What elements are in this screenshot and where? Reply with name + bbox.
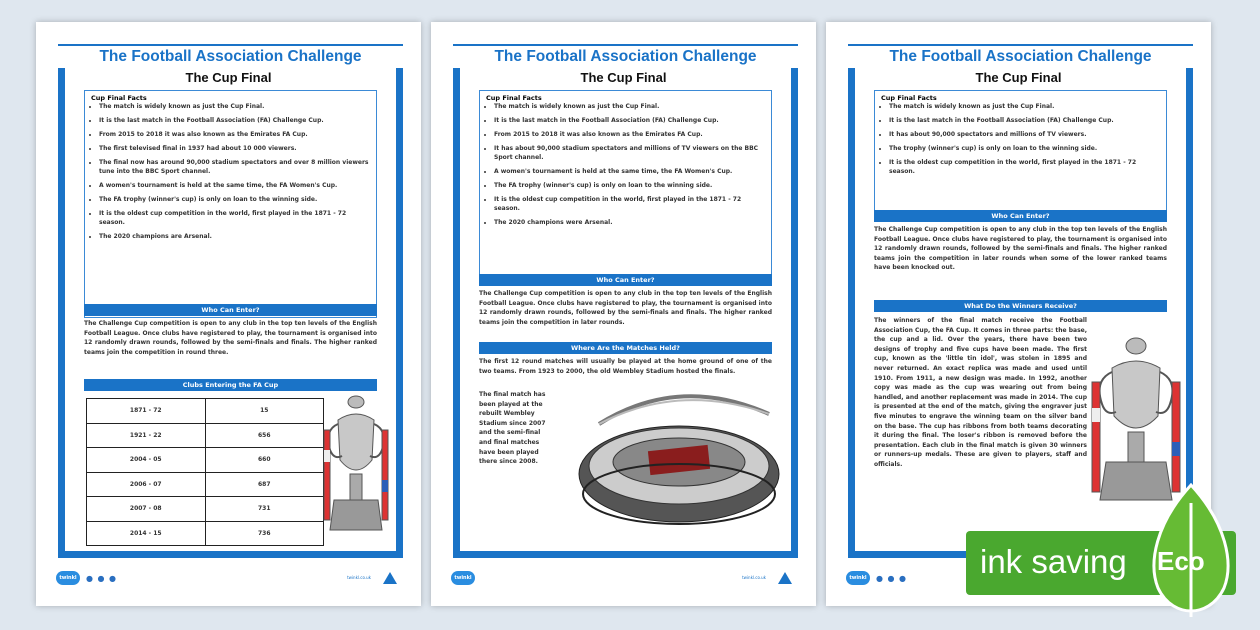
list-item: • From 2015 to 2018 it was also known as the Emirates FA Cup. [494,131,765,140]
list-item: • The FA trophy (winner's cup) is only on loan to the winning side. [494,182,765,191]
table-cell: 736 [205,521,324,546]
table-cell: 656 [205,423,324,448]
facts-list [91,103,370,242]
worksheet-page-2 [431,22,816,606]
page-subtitle: The Cup Final [185,70,272,85]
list-item: • The 2020 champions were Arsenal. [494,219,765,228]
list-item: • The 2020 champions are Arsenal. [99,233,370,242]
page-title: The Football Association Challenge [58,46,403,68]
table-row [87,399,324,424]
receive-text: The winners of the final match receive the Football Association Cup, the FA Cup. It comes in three parts: the base, the cup and a lid. Over the years, there have been two designs of trophy and five cups have been made. The first cup, known as the 'little tin idol', was stolen in 1895 and never returned. An exact replica was made and used until 1910. From 1911, a new design was made. In 1992, another copy was made as the cup was wearing out from being handled, and another replacement was made in 2014. The cup is presented at the end of the match, giving the engraver just five minutes to engrave the winning team on the silver band on the base. The cup has ribbons from both teams decorating it during the final. The loser's ribbon is removed before the presentation. Each club in the final match is given 30 winners or runners-up medals. These are given to players, staff and officials. [874,317,1087,468]
clubs-heading: Clubs Entering the FA Cup [84,379,377,391]
list-item: • The final now has around 90,000 stadium spectators and over 8 million viewers tune into the BBC Sport channel. [99,159,370,176]
list-item: • It is the oldest cup competition in the world, first played in the 1871 - 72 season. [889,159,1160,176]
wembley-text: The final match has been played at the rebuilt Wembley Stadium since 2007 and the semi-final and final matches have been played there since 2008. [479,391,546,466]
facts-box [874,90,1167,222]
table-cell: 1871 - 72 [87,399,206,424]
table-row [87,472,324,497]
list-item: • From 2015 to 2018 it was also known as the Emirates FA Cup. [99,131,370,140]
facts-box [84,90,377,318]
list-item: • A women's tournament is held at the same time, the FA Women's Cup. [494,168,765,177]
list-item: • It is the last match in the Football Association (FA) Challenge Cup. [99,117,370,126]
ink-saving-label: ink saving [980,543,1127,580]
where-heading: Where Are the Matches Held? [479,342,772,354]
table-row [87,521,324,546]
table-cell: 687 [205,472,324,497]
table-row [87,497,324,522]
page-subtitle: The Cup Final [975,70,1062,85]
eco-badge-label: Eco [1157,546,1205,576]
list-item: • A women's tournament is held at the same time, the FA Women's Cup. [99,182,370,191]
table-cell: 2004 - 05 [87,448,206,473]
worksheet-page-1 [36,22,421,606]
facts-title: Cup Final Facts [486,94,542,102]
footer-url: twinkl.co.uk [347,575,371,580]
badge-icon [381,570,399,586]
list-item: • It is the oldest cup competition in the world, first played in the 1871 - 72 season. [99,210,370,227]
who-text: The Challenge Cup competition is open to any club in the top ten levels of the English Football League. Once clubs have registered to play, the tournament is organised into 12 randomly drawn rounds, followed by the semi-finals and finals. The higher ranked teams join the competition in later rounds when some of the lower ranked teams have been knocked out. [874,226,1167,272]
who-text: The Challenge Cup competition is open to any club in the top ten levels of the English Football League. Once clubs have registered to play, the tournament is organised into 12 randomly drawn rounds, followed by the semi-finals and finals. The higher ranked teams join the competition in later rounds. [479,290,772,326]
where-text: The first 12 round matches will usually be played at the home ground of one of the two teams. From 1923 to 2000, the old Wembley Stadium hosted the finals. [479,358,772,375]
facts-title: Cup Final Facts [881,94,937,102]
table-cell: 2006 - 07 [87,472,206,497]
list-item: • It has about 90,000 stadium spectators and millions of TV viewers on the BBC Sport channel. [494,145,765,162]
table-cell: 2014 - 15 [87,521,206,546]
list-item: • It is the last match in the Football Association (FA) Challenge Cup. [889,117,1160,126]
who-heading: Who Can Enter? [479,274,772,286]
facts-box [479,90,772,286]
list-item: • It has about 90,000 spectators and millions of TV viewers. [889,131,1160,140]
who-text: The Challenge Cup competition is open to any club in the top ten levels of the English Football League. Once clubs have registered to play, the tournament is organised into 12 randomly drawn rounds, followed by the semi-finals and finals. The higher ranked teams join the competition in round three. [84,320,377,356]
page-subtitle: The Cup Final [580,70,667,85]
wembley-stadium-icon [569,384,791,534]
page-title: The Football Association Challenge [453,46,798,68]
page-footer [451,570,796,588]
table-row [87,448,324,473]
page-dots: ● ● ● [86,574,118,583]
page-footer [56,570,401,588]
list-item: • It is the oldest cup competition in the world, first played in the 1871 - 72 season. [494,196,765,213]
table-row [87,423,324,448]
page-dots: ● ● ● [876,574,908,583]
fa-cup-trophy-icon [316,390,396,550]
table-cell: 660 [205,448,324,473]
page-title: The Football Association Challenge [848,46,1193,68]
who-heading: Who Can Enter? [874,210,1167,222]
twinkl-logo: twinkl [451,571,475,585]
table-cell: 1921 - 22 [87,423,206,448]
table-cell: 731 [205,497,324,522]
list-item: • The match is widely known as just the Cup Final. [889,103,1160,112]
who-heading: Who Can Enter? [84,304,377,316]
clubs-table [86,398,324,546]
list-item: • The FA trophy (winner's cup) is only on loan to the winning side. [99,196,370,205]
list-item: • The match is widely known as just the Cup Final. [494,103,765,112]
facts-title: Cup Final Facts [91,94,147,102]
footer-url: twinkl.co.uk [742,575,766,580]
twinkl-logo: twinkl [56,571,80,585]
list-item: • The first televised final in 1937 had about 10 000 viewers. [99,145,370,154]
list-item: • The match is widely known as just the Cup Final. [99,103,370,112]
facts-list [881,103,1160,177]
badge-icon [776,570,794,586]
facts-list [486,103,765,227]
table-cell: 15 [205,399,324,424]
receive-heading: What Do the Winners Receive? [874,300,1167,312]
list-item: • It is the last match in the Football Association (FA) Challenge Cup. [494,117,765,126]
list-item: • The trophy (winner's cup) is only on loan to the winning side. [889,145,1160,154]
twinkl-logo: twinkl [846,571,870,585]
table-cell: 2007 - 08 [87,497,206,522]
